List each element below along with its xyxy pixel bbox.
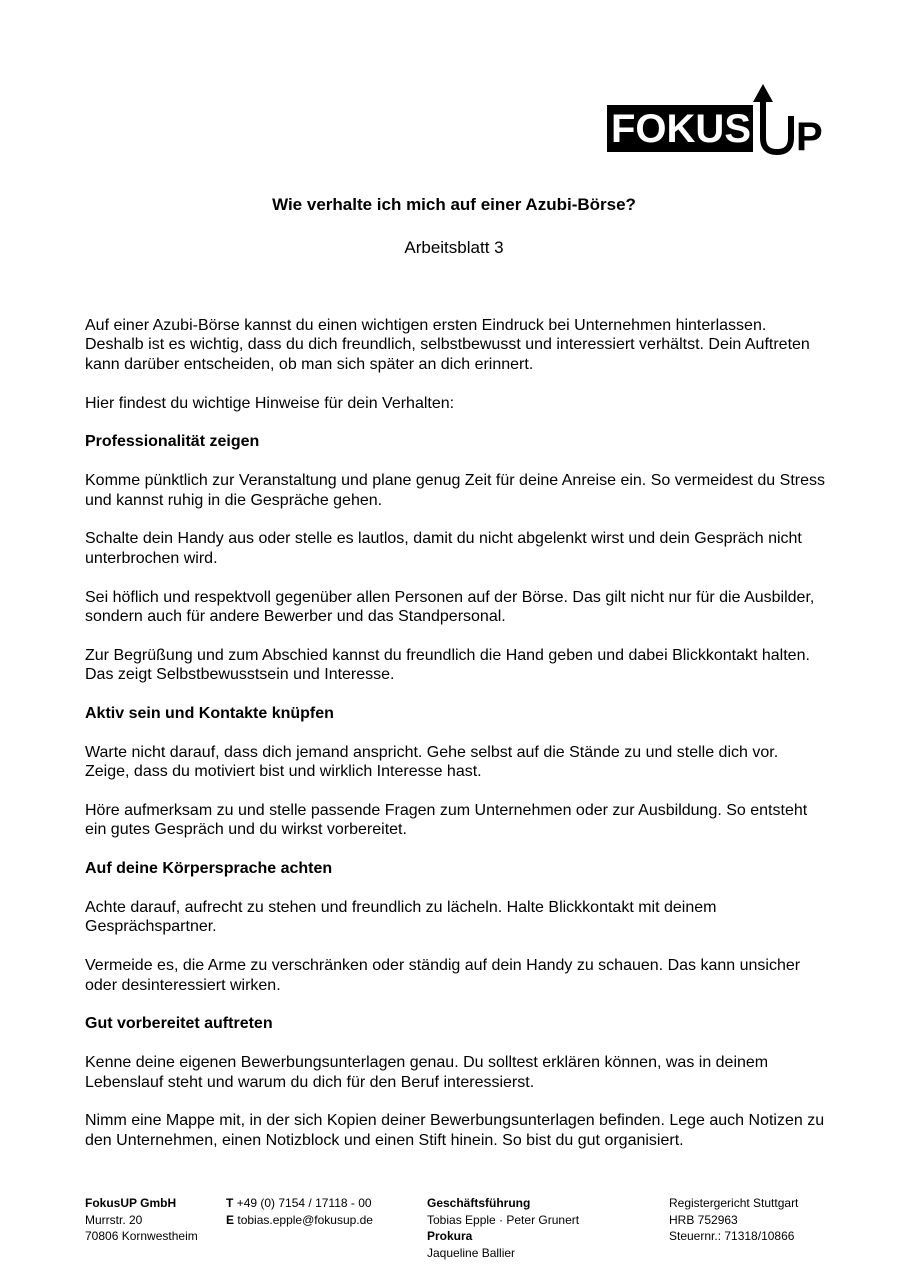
section-paragraph: Zur Begrüßung und zum Abschied kannst du freundlich die Hand geben und dabei Blickkontakt halten. Das zeigt Selbstbewusstsein und Interesse. bbox=[85, 646, 810, 684]
logo-arrow-up-icon bbox=[752, 82, 824, 156]
intro-lead: Hier findest du wichtige Hinweise für dein Verhalten: bbox=[85, 394, 455, 412]
section-heading: Gut vorbereitet auftreten bbox=[85, 1015, 273, 1033]
section-paragraph: Höre aufmerksam zu und stelle passende Fragen zum Unternehmen oder zur Ausbildung. So entsteht ein gutes Gespräch und du wirkst vorbereitet. bbox=[85, 802, 808, 839]
page-title: Wie verhalte ich mich auf einer Azubi-Börse? bbox=[272, 195, 636, 214]
section-paragraph: Schalte dein Handy aus oder stelle es lautlos, damit du nicht abgelenkt wirst und dein Gespräch nicht unterbrochen wird. bbox=[85, 530, 802, 567]
fokusup-logo bbox=[606, 82, 824, 156]
intro-paragraph: Auf einer Azubi-Börse kannst du einen wichtigen ersten Eindruck bei Unternehmen hinterlassen. Deshalb ist es wichtig, dass du dich freundlich, selbstbewusst und interessiert verhältst. Dein Auftreten kann darüber entscheiden, ob man sich später an dich erinnert. bbox=[85, 317, 810, 373]
register-court: Registergericht Stuttgart bbox=[669, 1196, 799, 1210]
management-heading: Geschäftsführung bbox=[427, 1196, 531, 1210]
section-paragraph: Warte nicht darauf, dass dich jemand anspricht. Gehe selbst auf die Stände zu und stelle dich vor. Zeige, dass du motiviert bist und wirklich Interesse hast. bbox=[85, 743, 779, 781]
footer-register bbox=[669, 1195, 798, 1245]
footer-company bbox=[85, 1195, 198, 1245]
prokura-name: Jaqueline Ballier bbox=[427, 1245, 516, 1260]
section-paragraph: Sei höflich und respektvoll gegenüber allen Personen auf der Börse. Das gilt nicht nur für die Ausbilder, sondern auch für andere Bewerber und das Standpersonal. bbox=[85, 588, 815, 626]
prokura-heading: Prokura bbox=[427, 1229, 473, 1243]
page-subtitle: Arbeitsblatt 3 bbox=[404, 238, 504, 257]
section-heading: Professionalität zeigen bbox=[85, 433, 260, 451]
register-hrb: HRB 752963 bbox=[669, 1212, 738, 1227]
email-label: E bbox=[226, 1212, 235, 1227]
company-street: Murrstr. 20 bbox=[85, 1212, 143, 1227]
section-heading: Aktiv sein und Kontakte knüpfen bbox=[85, 705, 334, 723]
footer-contact bbox=[226, 1195, 373, 1228]
phone-label: T bbox=[226, 1196, 234, 1210]
phone-number: +49 (0) 7154 / 17118 - 00 bbox=[236, 1196, 372, 1210]
section-heading: Auf deine Körpersprache achten bbox=[85, 860, 333, 878]
company-name: FokusUP GmbH bbox=[85, 1196, 177, 1210]
footer-management bbox=[427, 1195, 579, 1261]
logo-text-fokus: FOKUS bbox=[611, 107, 751, 151]
section-paragraph: Nimm eine Mappe mit, in der sich Kopien deiner Bewerbungsunterlagen befinden. Lege auch Notizen zu den Unternehmen, einen Notizblock und einen Stift hinein. So bist du gut organisiert. bbox=[85, 1112, 825, 1149]
section-paragraph: Achte darauf, aufrecht zu stehen und freundlich zu lächeln. Halte Blickkontakt mit deinem Gesprächspartner. bbox=[85, 899, 717, 936]
management-names: Tobias Epple · Peter Grunert bbox=[427, 1212, 580, 1227]
section-paragraph: Kenne deine eigenen Bewerbungsunterlagen genau. Du solltest erklären können, was in deinem Lebenslauf steht und warum du dich für den Beruf interessierst. bbox=[85, 1054, 769, 1091]
register-tax: Steuernr.: 71318/10866 bbox=[669, 1229, 795, 1243]
section-paragraph: Vermeide es, die Arme zu verschränken oder ständig auf dein Handy zu schauen. Das kann unsicher oder desinteressiert wirken. bbox=[85, 957, 801, 994]
logo-text-p: P bbox=[796, 115, 823, 156]
section-paragraph: Komme pünktlich zur Veranstaltung und plane genug Zeit für deine Anreise ein. So vermeidest du Stress und kannst ruhig in die Gespräche gehen. bbox=[85, 472, 825, 509]
document-body bbox=[85, 316, 825, 1170]
email-address[interactable]: tobias.epple@fokusup.de bbox=[237, 1212, 373, 1227]
company-city: 70806 Kornwestheim bbox=[85, 1229, 198, 1243]
